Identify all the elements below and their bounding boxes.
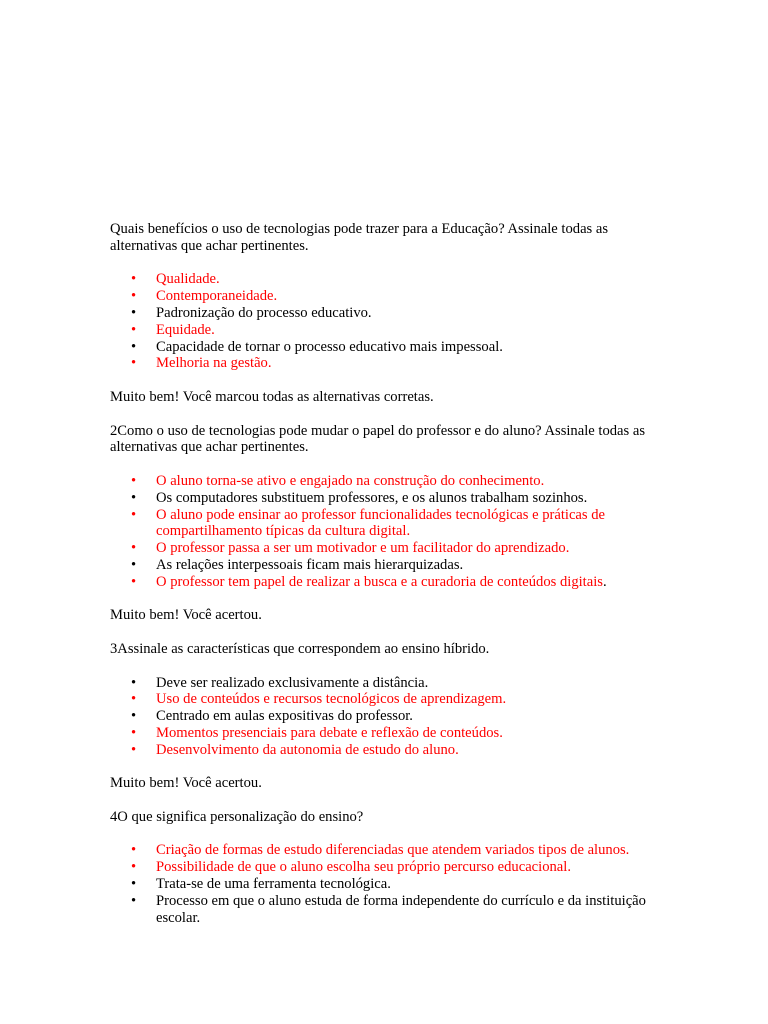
option-item-correct: • Momentos presenciais para debate e reflexão de conteúdos.: [156, 725, 670, 742]
option-item-correct: [156, 574, 670, 591]
option-item: • Os computadores substituem professores, e os alunos trabalham sozinhos.: [156, 490, 670, 507]
option-item-correct: • Uso de conteúdos e recursos tecnológicos de aprendizagem.: [156, 691, 670, 708]
option-item: • Processo em que o aluno estuda de forma independente do currículo e da instituição escolar.: [156, 893, 670, 927]
option-item: • Deve ser realizado exclusivamente a distância.: [156, 675, 670, 692]
question-block: [110, 221, 670, 406]
option-item-correct: • O professor passa a ser um motivador e um facilitador do aprendizado.: [156, 540, 670, 557]
option-item-correct: • O aluno torna-se ativo e engajado na construção do conhecimento.: [156, 473, 670, 490]
option-item: • Centrado em aulas expositivas do professor.: [156, 708, 670, 725]
option-item-correct: • Qualidade.: [156, 271, 670, 288]
question-block: [110, 423, 670, 625]
document-body: [110, 221, 670, 943]
question-block: [110, 809, 670, 927]
options-list: [110, 473, 670, 591]
question-text: 2Como o uso de tecnologias pode mudar o papel do professor e do aluno? Assinale todas as alternativas que achar pertinentes.: [110, 422, 645, 456]
option-text: O professor tem papel de realizar a busca e a curadoria de conteúdos digitais: [156, 573, 603, 590]
option-item: • Trata-se de uma ferramenta tecnológica.: [156, 876, 670, 893]
option-tail-punctuation: .: [602, 573, 607, 590]
option-item: • As relações interpessoais ficam mais hierarquizadas.: [156, 557, 670, 574]
feedback-text: Muito bem! Você acertou.: [110, 607, 262, 624]
options-list: [110, 842, 670, 926]
option-item-correct: • Contemporaneidade.: [156, 288, 670, 305]
option-item: • Capacidade de tornar o processo educativo mais impessoal.: [156, 339, 670, 356]
feedback-text: Muito bem! Você marcou todas as alternativas corretas.: [110, 388, 434, 405]
question-text: 3Assinale as características que correspondem ao ensino híbrido.: [110, 640, 490, 657]
question-text: 4O que significa personalização do ensino?: [110, 808, 364, 825]
option-item-correct: • Criação de formas de estudo diferenciadas que atendem variados tipos de alunos.: [156, 842, 670, 859]
question-text: Quais benefícios o uso de tecnologias pode trazer para a Educação? Assinale todas as alternativas que achar pertinentes.: [110, 221, 609, 254]
option-item-correct: • O aluno pode ensinar ao professor funcionalidades tecnológicas e práticas de compartilhamento típicas da cultura digital.: [156, 507, 670, 541]
option-item-correct: • Equidade.: [156, 322, 670, 339]
option-item-correct: • Desenvolvimento da autonomia de estudo do aluno.: [156, 742, 670, 759]
option-item: • Padronização do processo educativo.: [156, 305, 670, 322]
question-block: [110, 641, 670, 792]
option-item-correct: • Melhoria na gestão.: [156, 355, 670, 372]
option-item-correct: • Possibilidade de que o aluno escolha seu próprio percurso educacional.: [156, 859, 670, 876]
options-list: [110, 675, 670, 759]
feedback-text: Muito bem! Você acertou.: [110, 775, 262, 792]
options-list: [110, 271, 670, 372]
